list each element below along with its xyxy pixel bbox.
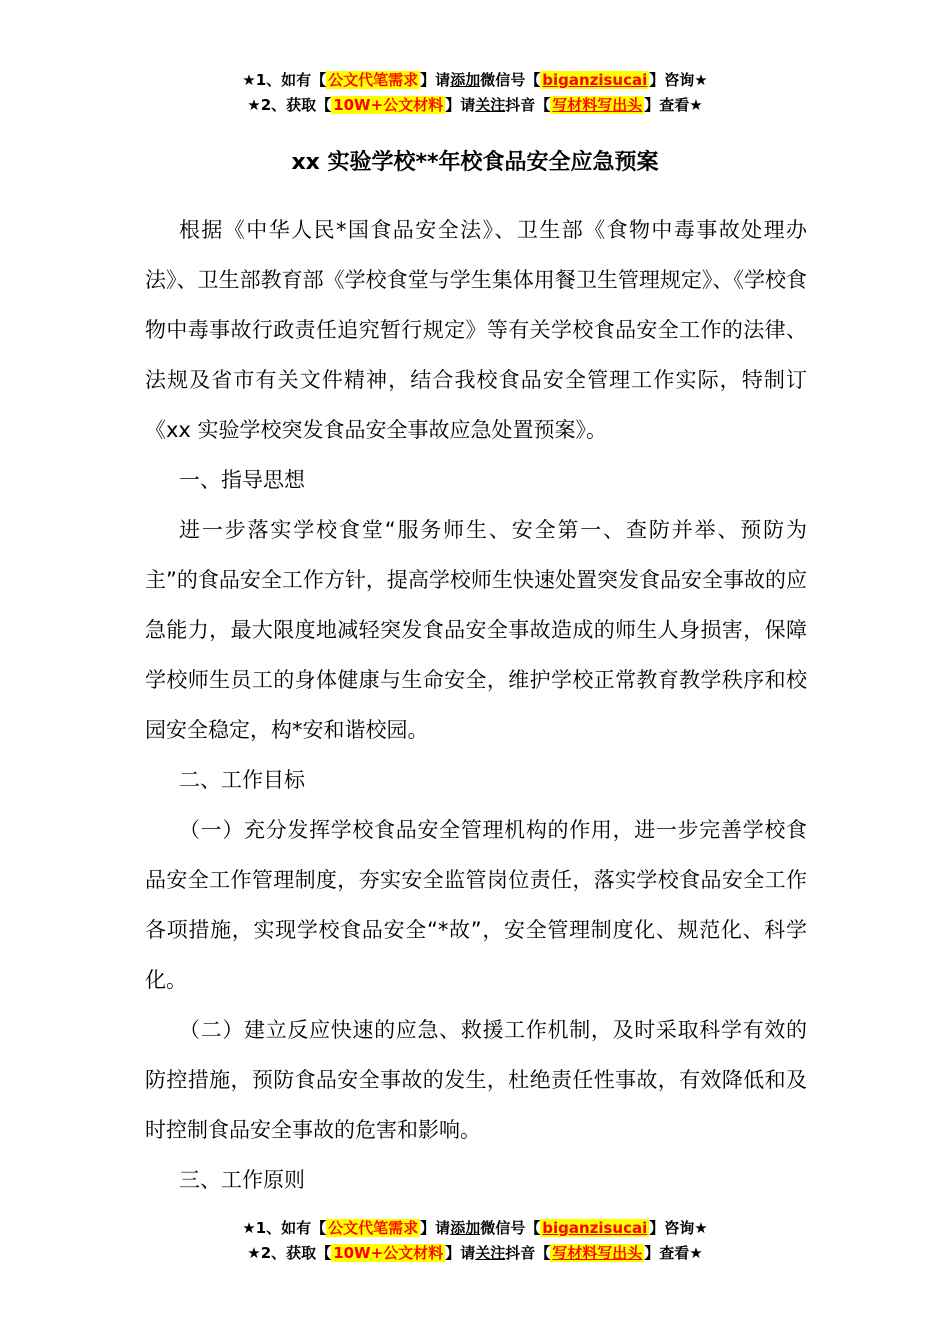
paragraph-guiding-thought: 进一步落实学校食堂“服务师生、安全第一、查防并举、预防为主”的食品安全工作方针，提高学校师生快速处置突发食品安全事故的应急能力，最大限度地减轻突发食品安全事故造成的师生人身损害，保障学校师生员工的身体健康与生命安全，维护学校正常教育教学秩序和校园安全稳定，构*安和谐校园。 (145, 518, 807, 742)
promo-text: ★2、获取【 (247, 96, 332, 114)
document-body (145, 205, 807, 1205)
promo-text: 】咨询★ (649, 71, 708, 89)
promo-text: 抖音【 (505, 96, 551, 114)
header-promo-banner (0, 68, 950, 118)
promo-douyin-account: 写材料写出头 (552, 96, 643, 114)
promo-highlight: 公文代笔需求 (328, 71, 419, 89)
promo-text: 】请 (445, 1244, 476, 1262)
promo-text: 微信号【 (480, 1219, 541, 1237)
promo-highlight: 10W+公文材料 (333, 1244, 444, 1262)
promo-text: 】查看★ (644, 1244, 703, 1262)
promo-line-2 (0, 1241, 950, 1266)
promo-text: ★1、如有【 (242, 71, 327, 89)
promo-underlined-text: 添加 (450, 71, 481, 89)
promo-underlined-text: 关注 (475, 96, 506, 114)
paragraph-goal-2: （二）建立反应快速的应急、救援工作机制，及时采取科学有效的防控措施，预防食品安全事故的发生，杜绝责任性事故，有效降低和及时控制食品安全事故的危害和影响。 (145, 1018, 807, 1142)
promo-line-1 (0, 1216, 950, 1241)
promo-text: 】查看★ (644, 96, 703, 114)
footer-promo-banner (0, 1216, 950, 1266)
promo-text: ★1、如有【 (242, 1219, 327, 1237)
promo-wechat-id: biganzisucai (542, 1219, 648, 1237)
paragraph-goal-1: （一）充分发挥学校食品安全管理机构的作用，进一步完善学校食品安全工作管理制度，夯实安全监管岗位责任，落实学校食品安全工作各项措施，实现学校食品安全“*故”，安全管理制度化、规范化、科学化。 (145, 818, 807, 992)
section-heading-guiding-thought: 一、指导思想 (179, 468, 305, 492)
promo-douyin-account: 写材料写出头 (552, 1244, 643, 1262)
promo-text: 微信号【 (480, 71, 541, 89)
document-title: xx 实验学校**年校食品安全应急预案 (291, 150, 659, 175)
promo-line-2 (0, 93, 950, 118)
paragraph-intro: 根据《中华人民*国食品安全法》、卫生部《食物中毒事故处理办法》、卫生部教育部《学校食堂与学生集体用餐卫生管理规定》、《学校食物中毒事故行政责任追究暂行规定》等有关学校食品安全工作的法律、法规及省市有关文件精神，结合我校食品安全管理工作实际，特制订《xx 实验学校突发食品安全事故应急处置预案》。 (145, 218, 807, 442)
promo-text: 】请 (445, 96, 476, 114)
promo-wechat-id: biganzisucai (542, 71, 648, 89)
section-heading-work-principles: 三、工作原则 (179, 1168, 305, 1192)
promo-underlined-text: 关注 (475, 1244, 506, 1262)
promo-line-1 (0, 68, 950, 93)
promo-underlined-text: 添加 (450, 1219, 481, 1237)
section-heading-work-goals: 二、工作目标 (179, 768, 305, 792)
promo-text: 】咨询★ (649, 1219, 708, 1237)
promo-text: 抖音【 (505, 1244, 551, 1262)
promo-text: 】请 (420, 71, 451, 89)
promo-highlight: 公文代笔需求 (328, 1219, 419, 1237)
promo-highlight: 10W+公文材料 (333, 96, 444, 114)
promo-text: 】请 (420, 1219, 451, 1237)
promo-text: ★2、获取【 (247, 1244, 332, 1262)
